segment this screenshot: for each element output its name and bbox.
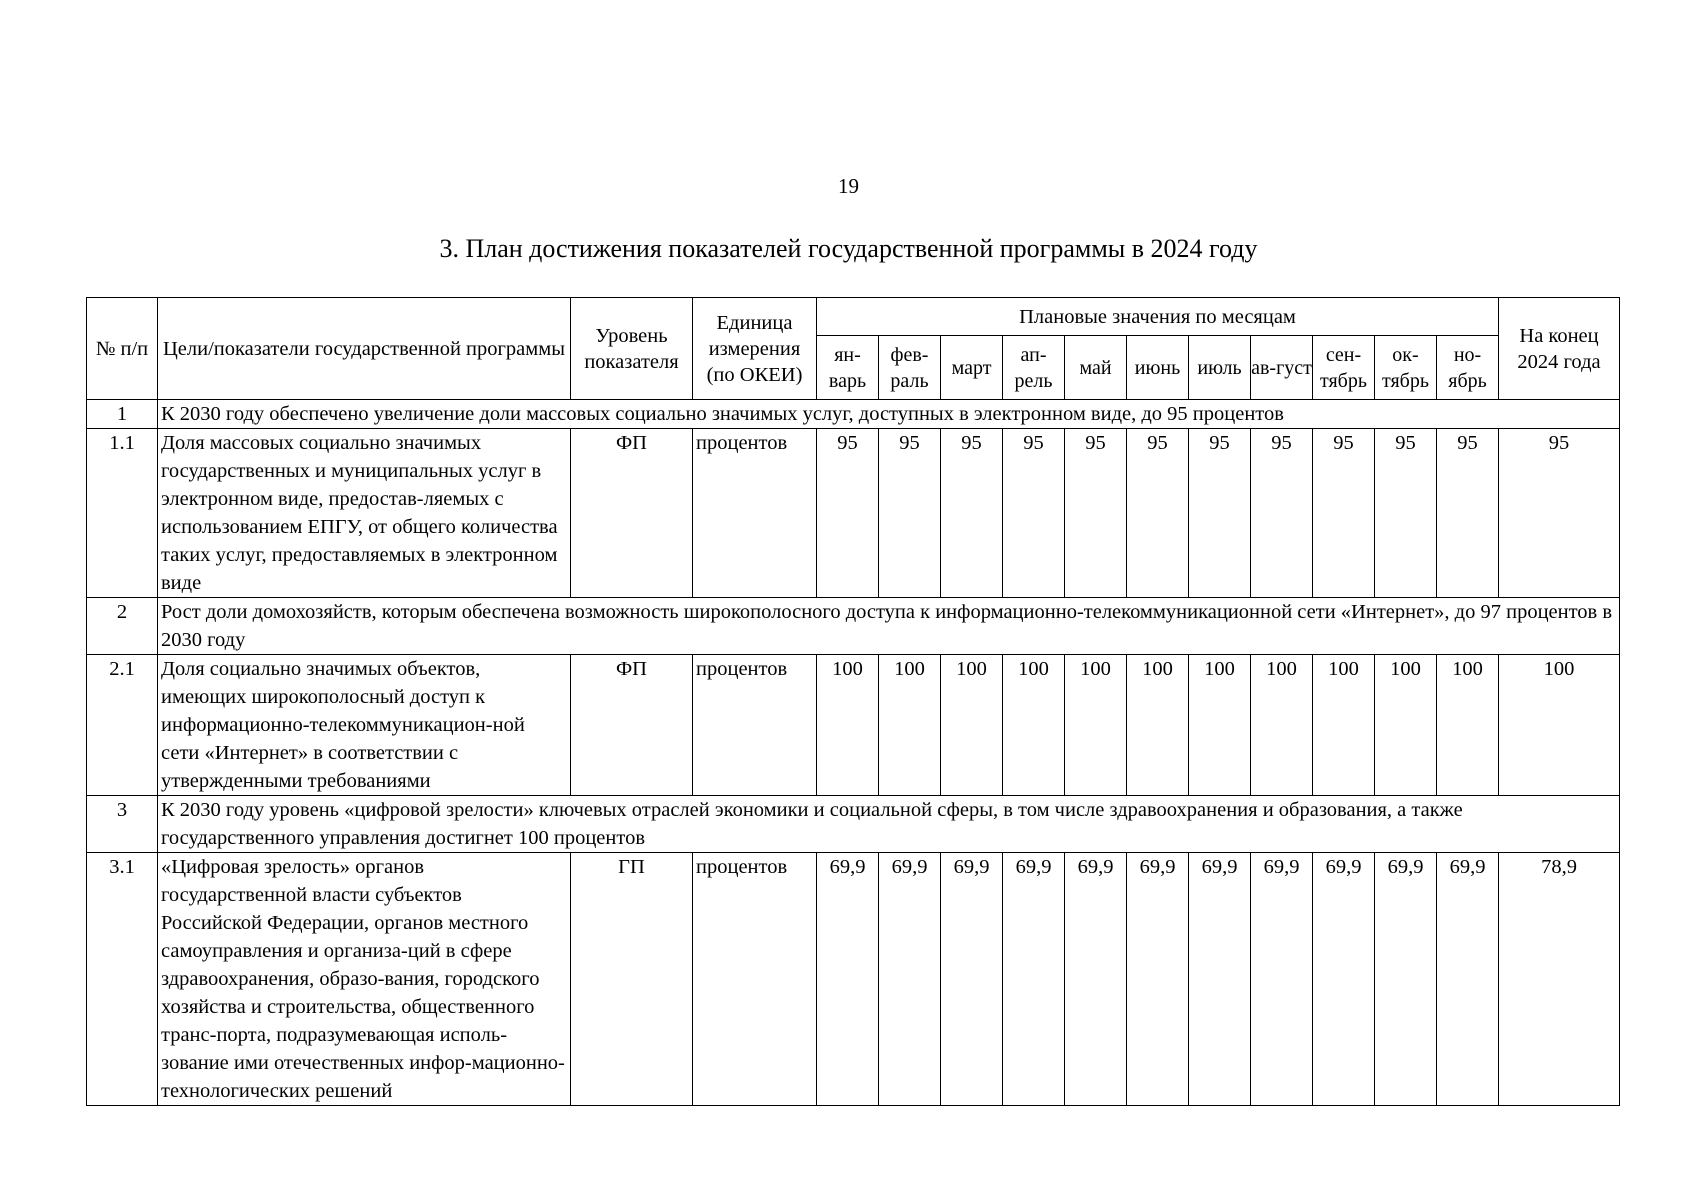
month-value: 69,9 <box>879 853 941 1106</box>
row-number: 2 <box>87 598 158 655</box>
month-value: 69,9 <box>1375 853 1437 1106</box>
month-value: 95 <box>1189 429 1251 598</box>
month-value: 100 <box>1313 655 1375 796</box>
row-number: 1.1 <box>87 429 158 598</box>
month-value: 69,9 <box>1065 853 1127 1106</box>
month-value: 95 <box>1437 429 1499 598</box>
month-value: 100 <box>1065 655 1127 796</box>
indicator-level: ФП <box>571 429 693 598</box>
header-month: ав-густ <box>1251 336 1313 400</box>
goal-row <box>87 400 1620 429</box>
indicator-row <box>87 853 1620 1106</box>
month-value: 69,9 <box>1189 853 1251 1106</box>
indicator-level: ФП <box>571 655 693 796</box>
month-value: 69,9 <box>1251 853 1313 1106</box>
indicator-level: ГП <box>571 853 693 1106</box>
header-month: но-ябрь <box>1437 336 1499 400</box>
header-month: ок-тябрь <box>1375 336 1437 400</box>
month-value: 95 <box>817 429 879 598</box>
month-value: 100 <box>1189 655 1251 796</box>
header-month: март <box>941 336 1003 400</box>
goal-text: К 2030 году обеспечено увеличение доли массовых социально значимых услуг, доступных в электронном виде, до 95 процентов <box>158 400 1620 429</box>
end-of-year-value: 78,9 <box>1499 853 1620 1106</box>
month-value: 69,9 <box>1127 853 1189 1106</box>
row-number: 1 <box>87 400 158 429</box>
month-value: 69,9 <box>941 853 1003 1106</box>
header-month: ян-варь <box>817 336 879 400</box>
month-value: 69,9 <box>1313 853 1375 1106</box>
goal-text: К 2030 году уровень «цифровой зрелости» ключевых отраслей экономики и социальной сферы, в том числе здравоохранения и образования, а также государственного управления достигнет 100 процентов <box>158 796 1620 853</box>
page-number: 19 <box>838 174 859 198</box>
header-month: май <box>1065 336 1127 400</box>
month-value: 100 <box>1437 655 1499 796</box>
header-month: ап-рель <box>1003 336 1065 400</box>
month-value: 95 <box>1065 429 1127 598</box>
month-value: 100 <box>1003 655 1065 796</box>
indicator-name: Доля массовых социально значимых государственных и муниципальных услуг в электронном виде, предостав-ляемых с использованием ЕПГУ, от общего количества таких услуг, предоставляемых в электронном виде <box>158 429 571 598</box>
header-month: июль <box>1189 336 1251 400</box>
document-title: 3. План достижения показателей государственной программы в 2024 году <box>439 234 1258 263</box>
row-number: 2.1 <box>87 655 158 796</box>
month-value: 69,9 <box>1003 853 1065 1106</box>
month-value: 100 <box>1251 655 1313 796</box>
indicator-unit: процентов <box>693 853 817 1106</box>
header-level: Уровень показателя <box>571 298 693 400</box>
row-number: 3.1 <box>87 853 158 1106</box>
month-value: 95 <box>1313 429 1375 598</box>
indicator-row <box>87 429 1620 598</box>
month-value: 100 <box>1127 655 1189 796</box>
header-unit: Единица измерения (по ОКЕИ) <box>693 298 817 400</box>
indicator-name: Доля социально значимых объектов, имеющих широкополосный доступ к информационно-телекоммуникацион-ной сети «Интернет» в соответствии с утвержденными требованиями <box>158 655 571 796</box>
month-value: 69,9 <box>817 853 879 1106</box>
indicator-unit: процентов <box>693 429 817 598</box>
goal-row <box>87 796 1620 853</box>
indicator-row <box>87 655 1620 796</box>
goal-text: Рост доли домохозяйств, которым обеспечена возможность широкополосного доступа к информационно-телекоммуникационной сети «Интернет», до 97 процентов в 2030 году <box>158 598 1620 655</box>
header-monthly-group: Плановые значения по месяцам <box>817 298 1499 336</box>
header-month: фев-раль <box>879 336 941 400</box>
header-month: июнь <box>1127 336 1189 400</box>
header-num: № п/п <box>87 298 158 400</box>
month-value: 100 <box>817 655 879 796</box>
header-month: сен-тябрь <box>1313 336 1375 400</box>
end-of-year-value: 100 <box>1499 655 1620 796</box>
month-value: 95 <box>1251 429 1313 598</box>
goal-row <box>87 598 1620 655</box>
month-value: 100 <box>941 655 1003 796</box>
indicator-unit: процентов <box>693 655 817 796</box>
month-value: 95 <box>941 429 1003 598</box>
month-value: 95 <box>1003 429 1065 598</box>
indicators-plan-table <box>86 297 1620 1106</box>
month-value: 95 <box>879 429 941 598</box>
month-value: 95 <box>1375 429 1437 598</box>
header-end-of-year: На конец 2024 года <box>1499 298 1620 400</box>
month-value: 100 <box>879 655 941 796</box>
month-value: 69,9 <box>1437 853 1499 1106</box>
end-of-year-value: 95 <box>1499 429 1620 598</box>
row-number: 3 <box>87 796 158 853</box>
month-value: 100 <box>1375 655 1437 796</box>
header-goal: Цели/показатели государственной программы <box>158 298 571 400</box>
indicator-name: «Цифровая зрелость» органов государственной власти субъектов Российской Федерации, органов местного самоуправления и организа-ций в сфере здравоохранения, образо-вания, городского хозяйства и строительства, общественного транс-порта, подразумевающая исполь-зование ими отечественных инфор-мационно-технологических решений <box>158 853 571 1106</box>
month-value: 95 <box>1127 429 1189 598</box>
